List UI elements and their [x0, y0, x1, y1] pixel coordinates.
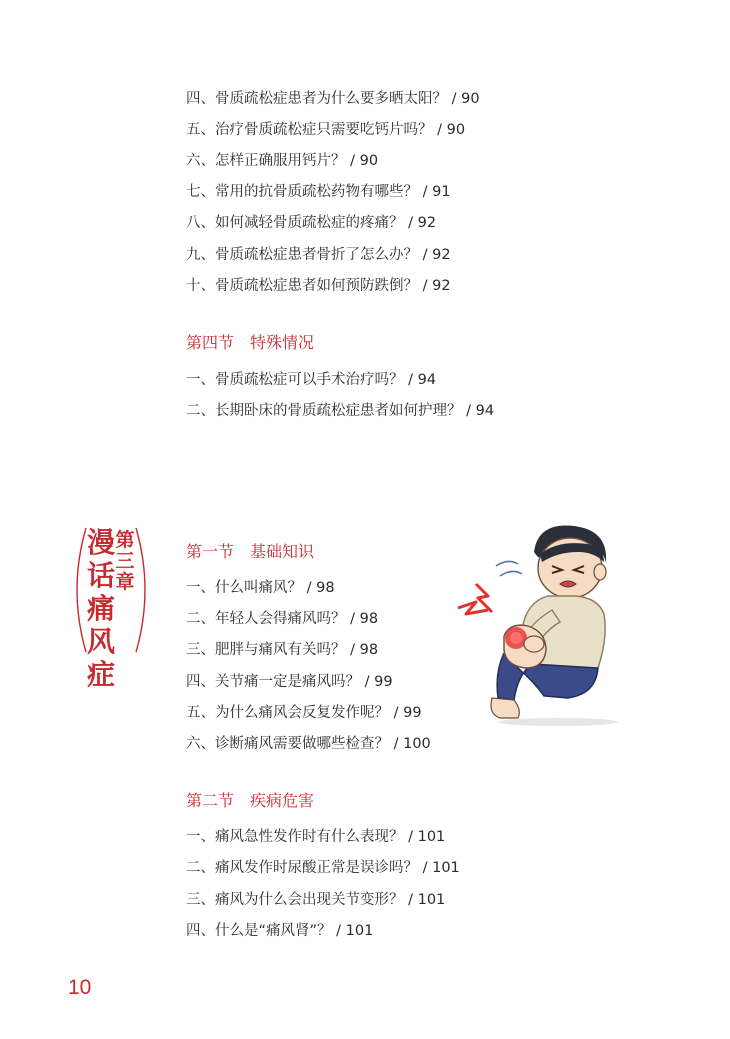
section-title: 特殊情况 — [250, 333, 315, 352]
toc-item: 三、痛风为什么会出现关节变形？ / 101 — [186, 892, 446, 908]
section-number: 第二节 — [186, 791, 235, 810]
toc-item: 一、骨质疏松症可以手术治疗吗？ / 94 — [186, 372, 437, 388]
toc-item: 一、痛风急性发作时有什么表现？ / 101 — [186, 829, 446, 845]
toc-item: 五、治疗骨质疏松症只需要吃钙片吗？ / 90 — [186, 122, 466, 138]
section-number: 第一节 — [186, 542, 235, 561]
section-title: 基础知识 — [250, 542, 315, 561]
toc-item: 八、如何减轻骨质疏松症的疼痛？ / 92 — [186, 215, 437, 231]
gout-illustration — [448, 518, 648, 728]
section-heading — [186, 541, 314, 563]
toc-item: 四、什么是“痛风肾”？ / 101 — [186, 923, 374, 939]
toc-item: 四、关节痛一定是痛风吗？ / 99 — [186, 674, 393, 690]
toc-item: 七、常用的抗骨质疏松药物有哪些？ / 91 — [186, 184, 451, 200]
page-number: 10 — [68, 976, 92, 999]
chapter-title: 漫话痛风症 — [86, 526, 115, 691]
toc-item: 四、骨质疏松症患者为什么要多晒太阳？ / 90 — [186, 91, 480, 107]
toc-item: 二、痛风发作时尿酸正常是误诊吗？ / 101 — [186, 860, 460, 876]
toc-item: 二、年轻人会得痛风吗？ / 98 — [186, 611, 379, 627]
section-title: 疾病危害 — [250, 791, 315, 810]
section-heading — [186, 790, 314, 812]
toc-item: 二、长期卧床的骨质疏松症患者如何护理？ / 94 — [186, 403, 495, 419]
toc-item: 一、什么叫痛风？ / 98 — [186, 580, 335, 596]
section-heading — [186, 332, 314, 354]
toc-item: 五、为什么痛风会反复发作呢？ / 99 — [186, 705, 422, 721]
section-number: 第四节 — [186, 333, 235, 352]
toc-item: 三、肥胖与痛风有关吗？ / 98 — [186, 642, 379, 658]
toc-item: 九、骨质疏松症患者骨折了怎么办？ / 92 — [186, 247, 451, 263]
toc-item: 十、骨质疏松症患者如何预防跌倒？ / 92 — [186, 278, 451, 294]
toc-item: 六、怎样正确服用钙片？ / 90 — [186, 153, 379, 169]
toc-item: 六、诊断痛风需要做哪些检查？ / 100 — [186, 736, 431, 752]
chapter-label: 第三章 — [115, 529, 135, 593]
